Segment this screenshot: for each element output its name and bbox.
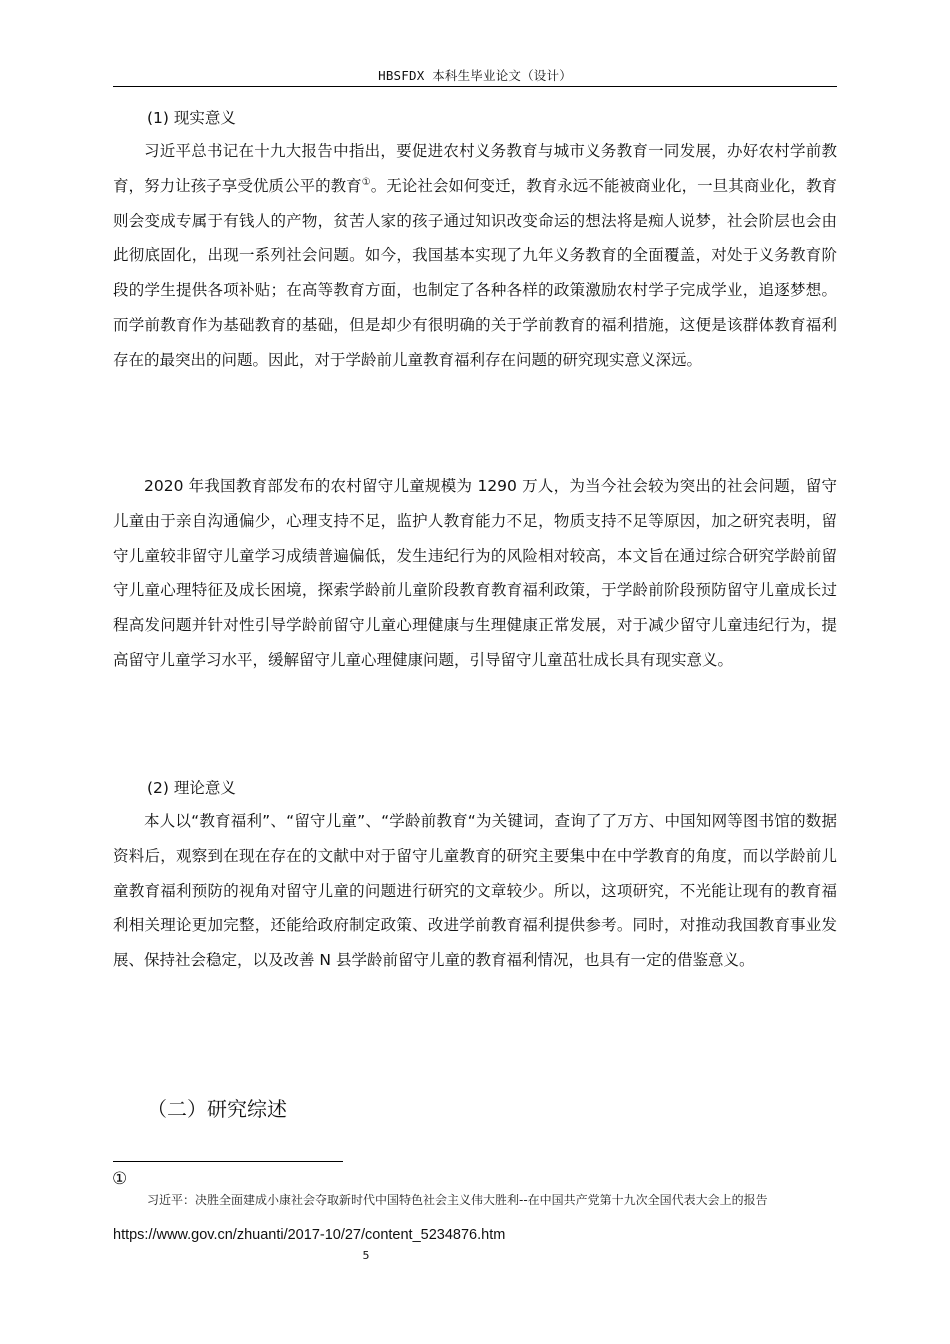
footnote-marker: ①	[112, 1169, 128, 1189]
research-review-heading: （二）研究综述	[147, 1097, 287, 1121]
page-header: HBSFDX 本科生毕业论文（设计）	[378, 68, 572, 83]
footnote-url-link[interactable]: https://www.gov.cn/zhuanti/2017-10/27/content_5234876.htm	[113, 1227, 506, 1243]
footnote-separator	[113, 1161, 343, 1162]
footnote-text: 习近平：决胜全面建成小康社会夺取新时代中国特色社会主义伟大胜利--在中国共产党第十九次全国代表大会上的报告	[147, 1193, 768, 1207]
practical-paragraph-1-text-b: 。无论社会如何变迁，教育永远不能被商业化，一旦其商业化，教育则会变成专属于有钱人的产物，贫苦人家的孩子通过知识改变命运的想法将是痴人说梦，社会阶层也会由此彻底固化，出现一系列社会问题。如今，我国基本实现了九年义务教育的全面覆盖，对处于义务教育阶段的学生提供各项补贴；在高等教育方面，也制定了各种各样的政策激励农村学子完成学业，追逐梦想。而学前教育作为基础教育的基础，但是却少有很明确的关于学前教育的福利措施，这便是该群体教育福利存在的最突出的问题。因此，对于学龄前儿童教育福利存在问题的研究现实意义深远。	[113, 176, 837, 369]
page-number: 5	[362, 1249, 370, 1262]
practical-significance-heading: (1) 现实意义	[147, 109, 236, 127]
practical-paragraph-2: 2020 年我国教育部发布的农村留守儿童规模为 1290 万人，为当今社会较为突出的社会问题，留守儿童由于亲自沟通偏少，心理支持不足，监护人教育能力不足，物质支持不足等原因，加之研究表明，留守儿童较非留守儿童学习成绩普遍偏低，发生违纪行为的风险相对较高，本文旨在通过综合研究学龄前留守儿童心理特征及成长困境，探索学龄前儿童阶段教育教育福利政策，于学龄前阶段预防留守儿童成长过程高发问题并针对性引导学龄前留守儿童心理健康与生理健康正常发展，对于减少留守儿童违纪行为，提高留守儿童学习水平，缓解留守儿童心理健康问题，引导留守儿童茁壮成长具有现实意义。	[113, 477, 837, 669]
theoretical-significance-heading: (2) 理论意义	[147, 779, 236, 797]
header-rule	[113, 86, 837, 87]
practical-paragraph-1-text-a: 习近平总书记在十九大报告中指出，要促进农村义务教育与城市义务教育一同发展，办好农村学前教育，努力让孩子享受优质公平的教育	[113, 142, 837, 195]
theoretical-paragraph: 本人以“教育福利”、“留守儿童”、“学龄前教育“为关键词，查询了了万方、中国知网等图书馆的数据资料后，观察到在现在存在的文献中对于留守儿童教育的研究主要集中在中学教育的角度，而以学龄前儿童教育福利预防的视角对留守儿童的问题进行研究的文章较少。所以，这项研究，不光能让现有的教育福利相关理论更加完整，还能给政府制定政策、改进学前教育福利提供参考。同时，对推动我国教育事业发展、保持社会稳定，以及改善 N 县学龄前留守儿童的教育福利情况，也具有一定的借鉴意义。	[113, 812, 837, 970]
footnote-reference[interactable]: ①	[361, 176, 371, 188]
practical-paragraph-1	[113, 134, 837, 378]
